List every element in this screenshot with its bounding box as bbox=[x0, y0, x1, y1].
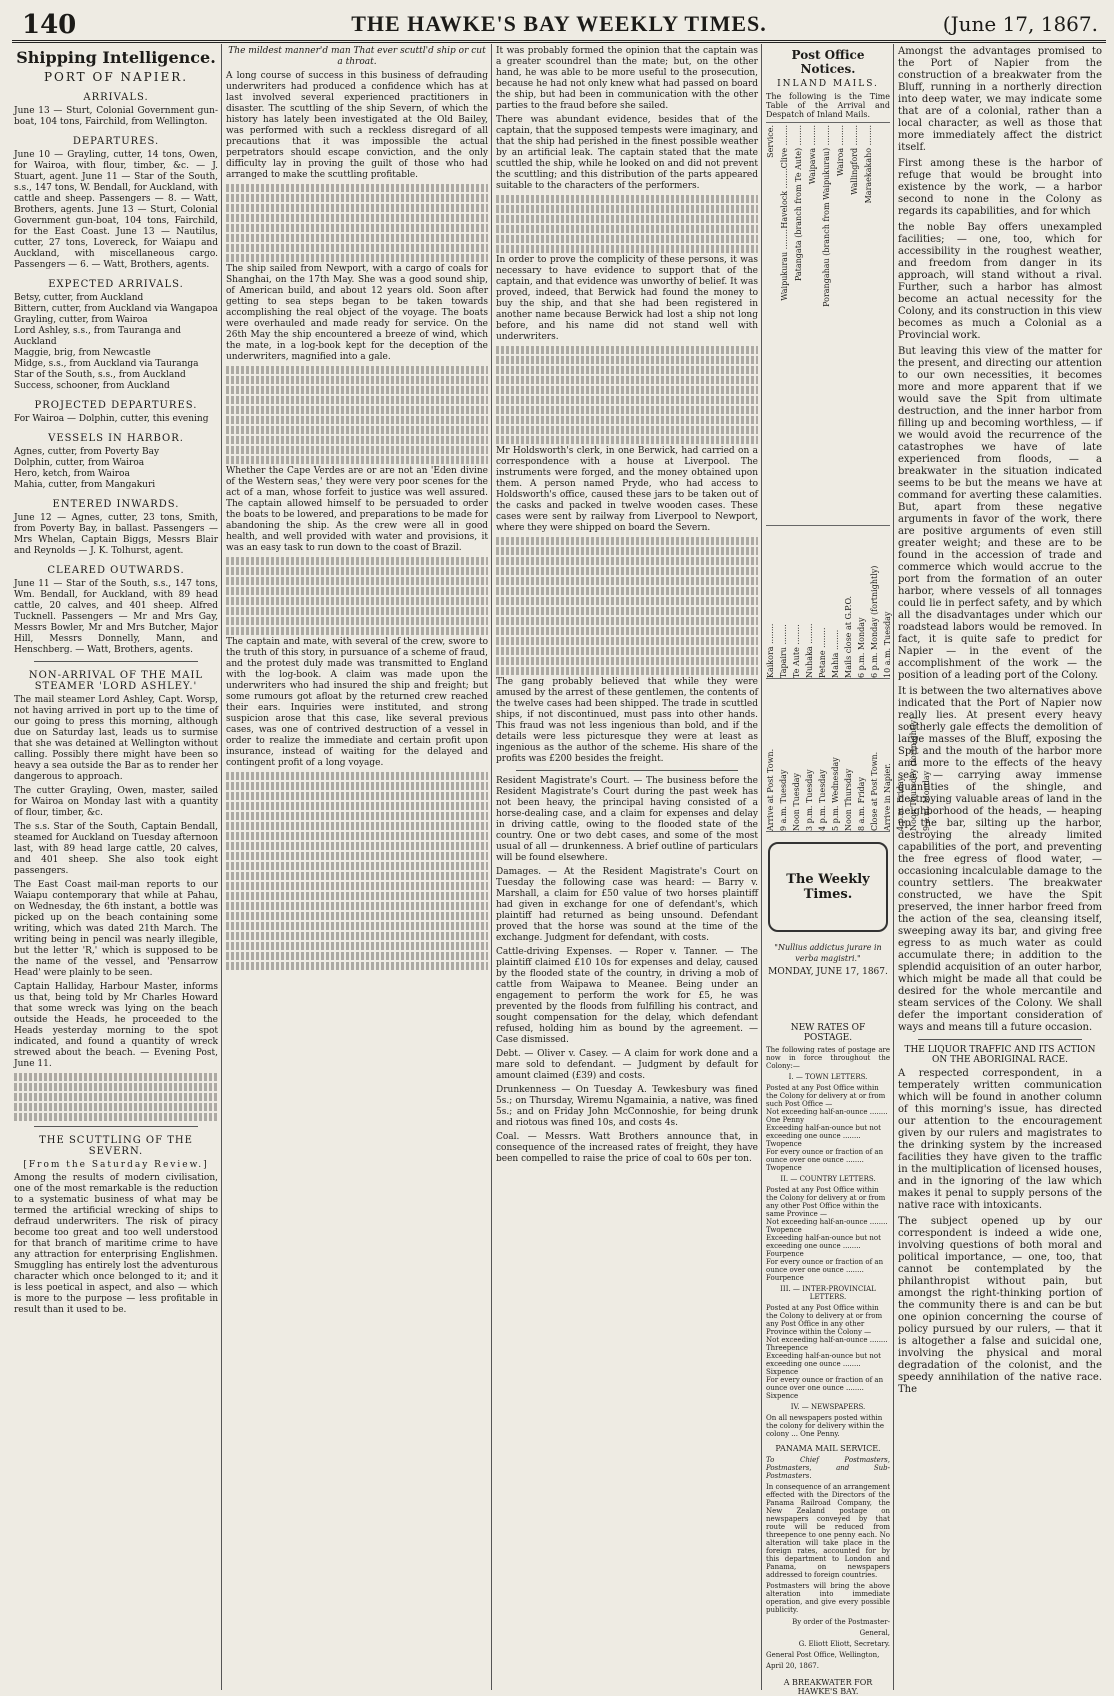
text-line bbox=[226, 587, 488, 595]
text-line bbox=[226, 557, 488, 565]
arrivals-text: June 13 — Sturt, Colonial Government gun-boat, 104 tons, Fairchild, from Wellington. bbox=[14, 106, 218, 127]
column-header: Arrive at Post Town. bbox=[766, 748, 775, 831]
column-severn bbox=[226, 46, 488, 1686]
text-line bbox=[496, 426, 758, 434]
text-line bbox=[226, 627, 488, 635]
court-paragraph: Damages. — At the Resident Magistrate's Court on Tuesday the following case was heard: — Barry v. Marshall, a claim for £50 value of two horses plaintiff had given in exchange for one of defendant's, which plaintiff had returned as being unsound. Defendant proved that the horse was sound at the time of the exchange. Judgment for defendant, with costs. bbox=[496, 867, 758, 943]
service-name: Patangata (branch from Te Aute) ........ bbox=[794, 125, 803, 282]
text-line bbox=[496, 547, 758, 555]
text-line bbox=[226, 802, 488, 810]
post-heading: Post Office Notices. bbox=[791, 48, 865, 76]
rate-line: Exceeding half-an-ounce but not exceeding one ounce ........ Twopence bbox=[766, 1124, 881, 1148]
text-line bbox=[496, 416, 758, 424]
nonarrival-heading: NON-ARRIVAL OF THE MAIL STEAMER 'LORD ASHLEY.' bbox=[28, 670, 204, 692]
weekly-times-seal bbox=[768, 842, 888, 932]
text-line bbox=[226, 952, 488, 960]
text-line bbox=[226, 254, 488, 262]
rates-heading: NEW RATES OF POSTAGE. bbox=[790, 1023, 866, 1043]
text-line bbox=[226, 436, 488, 444]
inwards-heading: ENTERED INWARDS. bbox=[52, 499, 180, 510]
list-item: Grayling, cutter, from Wairoa bbox=[14, 315, 148, 325]
text-line bbox=[496, 406, 758, 414]
article-paragraph: There was abundant evidence, besides that of the captain, that the supposed tempests were imaginary, and that the ship had perished in the finest possible weather by an artificial leak. The captain stated that the mate scuttled the ship, while he looked on and did not prevent the scuttling; and this distribution of the parts appeared suitable to the characters of the performers. bbox=[496, 115, 758, 191]
text-line bbox=[226, 902, 488, 910]
text-line bbox=[496, 637, 758, 645]
rate-line: Not exceeding half-an-ounce ........ Threepence bbox=[766, 1336, 888, 1352]
text-line bbox=[226, 224, 488, 232]
article-paragraph: A long course of success in this business of defrauding underwriters had produced a confidence which has at last involved several experienced practitioners in disaster. The scuttling of the ship Severn, of which the history has lately been investigated at the Old Bailey, was performed with such a reckless disregard of all precautions that it was impossible the actual perpetrators should escape conviction, and the only difficulty lay in proving the guilt of those who had arranged to make the scuttling profitable. bbox=[226, 71, 488, 180]
panama-heading: PANAMA MAIL SERVICE. bbox=[775, 1444, 881, 1453]
newspaper-title: THE HAWKE'S BAY WEEKLY TIMES. bbox=[351, 11, 767, 36]
seal-title: The Weekly Times. bbox=[786, 872, 870, 902]
service-name: Kaikora ........ bbox=[766, 623, 775, 678]
text-line bbox=[226, 772, 488, 780]
column-severn-continued bbox=[496, 46, 758, 1686]
arrive-time: Noon Tuesday bbox=[792, 772, 801, 831]
liquor-paragraph: The subject opened up by our correspondent is indeed a wide one, involving questions of both moral and political importance, — one, too, that cannot be contemplated by the philanthropist without pain, but amongst the right-thinking portion of the community there is and can be but one opinion concerning the course of policy pursued by our rulers, — that it is altogether a false and suicidal one, involving the physical and moral degradation of the colonist, and the speedy annihilation of the native race. The bbox=[898, 1216, 1102, 1395]
list-item: Lord Ashley, s.s., from Tauranga and Auckland bbox=[14, 326, 182, 347]
arrive-time: 8 a.m. Friday bbox=[857, 777, 866, 831]
projected-heading: PROJECTED DEPARTURES. bbox=[34, 400, 198, 411]
page-number: 140 bbox=[22, 10, 77, 40]
leader-paragraph: Amongst the advantages promised to the Port of Napier from the construction of a breakwater from the Bluff, running in a northerly direction into deep water, we may indicate some that are of a colonial, rather than a local character, as well as those that more immediately affect the district itself. bbox=[898, 46, 1102, 153]
rate-line: For every ounce or fraction of an ounce over one ounce ........ Fourpence bbox=[766, 1258, 884, 1282]
text-line bbox=[226, 942, 488, 950]
napier-arrival: 9 a.m. Monday bbox=[922, 770, 931, 831]
text-line bbox=[226, 376, 488, 384]
text-line bbox=[226, 882, 488, 890]
text-line bbox=[496, 386, 758, 394]
rate-line: Posted at any Post Office within the Colony for delivery at or from such Post Office — bbox=[766, 1084, 886, 1108]
text-line bbox=[226, 812, 488, 820]
rate-line: Exceeding half-an-ounce but not exceeding one ounce ........ Fourpence bbox=[766, 1234, 881, 1258]
divider bbox=[34, 661, 198, 662]
article-paragraph: The captain and mate, with several of the crew, swore to the truth of this story, in pursuance of a scheme of fraud, and the protest duly made was transmitted to England with the log-book. A claim was made upon the underwriters who had insured the ship and freight; but some rumours got afloat by the returned crew reached their ears. Inquiries were instituted, and strong suspicion arose that this case, like several previous cases, was one of contrived destruction of a vessel in order to realize the immediate and certain profit upon insurance, instead of waiting for the delayed and contingent profit of a long voyage. bbox=[226, 637, 488, 768]
service-name: Clive ........ bbox=[780, 125, 789, 169]
napier-arrival: Noon Thursday (fortnightly) bbox=[909, 716, 918, 831]
text-line bbox=[14, 1093, 218, 1101]
text-line bbox=[226, 962, 488, 970]
text-line bbox=[226, 577, 488, 585]
close-time: 6 p.m. Monday bbox=[857, 617, 866, 678]
text-line bbox=[14, 1073, 218, 1081]
rate-line: For every ounce or fraction of an ounce over one ounce ........ Sixpence bbox=[766, 1376, 884, 1400]
list-item: Success, schooner, from Auckland bbox=[14, 381, 170, 391]
text-line bbox=[496, 647, 758, 655]
article-paragraph: Among the results of modern civilisation, one of the most remarkable is the reduction to a systematic business of what may be termed the artificial wrecking of ships to defraud underwriters. The risk of piracy become too great and too well understood for that branch of maritime crime to have any attraction for enterprising Englishmen. Smuggling has entirely lost the adventurous character which once belonged to it; and it is less poetical in aspect, and also — which is more to the purpose — less profitable in result than it used to be. bbox=[14, 1173, 218, 1315]
text-line bbox=[226, 922, 488, 930]
text-line bbox=[496, 617, 758, 625]
text-line bbox=[496, 225, 758, 233]
text-line bbox=[226, 892, 488, 900]
issue-date: (June 17, 1867. bbox=[942, 12, 1098, 36]
text-line bbox=[496, 245, 758, 253]
article-paragraph: The gang probably believed that while they were amused by the arrest of these gentlemen, the contents of the twelve cases had been shipped. The trade in scuttled ships, if not discontinued, must pass into other hands. This fraud was not less ingenious than bold, and if the details were less picturesque they were at least as ingenious as the author of the scheme. His share of the profits was £200 besides the freight. bbox=[496, 677, 758, 764]
leader-paragraph: First among these is the harbor of refuge that would be brought into existence by the work, — a harbor second to none in the Colony as regards its capabilities, and for which bbox=[898, 158, 1102, 217]
mail-timetable-arrivals bbox=[766, 679, 931, 832]
court-paragraph: Debt. — Oliver v. Casey. — A claim for work done and a mare sold to defendant. — Judgment by default for amount claimed (£39) and costs. bbox=[496, 1049, 758, 1081]
service-name: Wallingford ........ bbox=[850, 125, 859, 195]
text-line bbox=[226, 617, 488, 625]
text-line bbox=[14, 1103, 218, 1111]
text-line bbox=[226, 456, 488, 464]
text-line bbox=[496, 537, 758, 545]
column-header: Arrive in Napier. bbox=[883, 763, 892, 831]
panama-paragraph: In consequence of an arrangement effected with the Directors of the Panama Railroad Company, the New Zealand postage on newspapers conveyed by that route will be reduced from threepence to one penny each. No alteration will take place in the foreign rates, accounted for by this department to London and Panama, on newspapers addressed to foreign countries. bbox=[766, 1483, 891, 1579]
text-line bbox=[496, 667, 758, 675]
leader-paragraph: It is between the two alternatives above indicated that the Port of Napier now really lies. At present every heavy southerly gale effects the demolition of large masses of the Bluff, exposing the Spit and the mouth of the harbor more and more to the effects of the heavy sea, — carrying away immense quantities of the shingle, and destroying valuable areas of land in the neighborhood of the heads, — heaping up the bar, silting up the harbor, destroying the already limited capabilities of the port, and preventing the free egress of flood water, — occasioning incalculable damage to the country settlers. The breakwater constructed, we have the Spit preserved, the inner harbor freed from the action of the sea, cleansing itself, sweeping away its bar, and giving free egress to as much water as could accumulate there; in addition to the splendid acquisition of an outer harbor, which might be made all that could be desired for the whole mercantile and steam services of the Colony. We shall defer the important consideration of ways and means till a future occasion. bbox=[898, 686, 1102, 1033]
list-item: Maggie, brig, from Newcastle bbox=[14, 348, 151, 358]
rate-line: Posted at any Post Office within the Colony to delivery at or from any Post Office in any other Province within the Colony — bbox=[766, 1304, 883, 1336]
napier-arrival: 4 p.m. Friday bbox=[896, 776, 905, 831]
article-paragraph: The cutter Grayling, Owen, master, sailed for Wairoa on Monday last with a quantity of flour, timber, &c. bbox=[14, 786, 218, 818]
column-header: Mails close at G.P.O. bbox=[844, 595, 853, 678]
panama-to: To Chief Postmasters, Postmasters, and Sub-Postmasters. bbox=[766, 1456, 890, 1480]
text-line bbox=[226, 214, 488, 222]
inland-subheading: The following is the Time Table of the Arrival and Despatch of Inland Mails. bbox=[766, 92, 890, 119]
list-item: Agnes, cutter, from Poverty Bay bbox=[14, 447, 160, 457]
outwards-text: June 11 — Star of the South, s.s., 147 tons, Wm. Bendall, for Auckland, with 89 head cattle, 20 calves, and 401 sheep. Alfred Tucknell. Passengers — Mr and Mrs Gay, Messrs Bowler, Mr and Mrs Butcher, Major Hill, Messrs Donnelly, Mann, and Henschberg. — Watt, Brothers, agents. bbox=[14, 579, 218, 655]
column-rule bbox=[893, 44, 894, 1690]
text-line bbox=[226, 822, 488, 830]
service-name: Waipawa ........ bbox=[808, 125, 817, 185]
service-name: Wairoa ........ bbox=[836, 125, 845, 177]
article-paragraph: The ship sailed from Newport, with a cargo of coals for Shanghai, on the 17th May. She was a good sound ship, of American build, and about 12 years old. Soon after getting to sea steps began to be taken towards accomplishing the real object of the voyage. The boats were overhauled and made ready for service. On the 26th May the ship encountered a breeze of wind, which the mate, in a log-book kept for the deception of the underwriters, magnified into a gale. bbox=[226, 264, 488, 362]
text-line bbox=[496, 577, 758, 585]
rate-line: Posted at any Post Office within the Colony for delivery at or from any other Post Office within the same Province — bbox=[766, 1186, 886, 1218]
close-time: 6 p.m. Monday (fortnightly) bbox=[870, 565, 879, 678]
column-rule bbox=[221, 44, 222, 1690]
expected-heading: EXPECTED ARRIVALS. bbox=[48, 279, 184, 290]
text-line bbox=[496, 366, 758, 374]
text-line bbox=[14, 1083, 218, 1091]
town-heading: I. — TOWN LETTERS. bbox=[788, 1073, 868, 1081]
column-rule bbox=[761, 44, 762, 1690]
column-postage-rates bbox=[766, 1020, 891, 1696]
column-header: Service. bbox=[766, 125, 775, 158]
harbor-heading: VESSELS IN HARBOR. bbox=[48, 433, 184, 444]
arrive-time: Noon Thursday bbox=[844, 768, 853, 831]
inland-heading: INLAND MAILS. bbox=[777, 79, 879, 89]
news-heading: IV. — NEWSPAPERS. bbox=[790, 1403, 866, 1411]
departures-heading: DEPARTURES. bbox=[72, 136, 160, 147]
article-paragraph: Whether the Cape Verdes are or are not an 'Eden divine of the Western seas,' they were very poor scenes for the act of a man, whose forfeit to justice was well assured. The captain allowed himself to be persuaded to order the boats to be lowered, and preparations to be made for abandoning the ship. As the crew were all in good health, and well provided with water and provisions, it was an easy task to run down to the coast of Brazil. bbox=[226, 466, 488, 553]
arrive-time: 9 a.m. Tuesday bbox=[779, 769, 788, 831]
text-line bbox=[496, 376, 758, 384]
rates-intro: The following rates of postage are now in force throughout the Colony:— bbox=[766, 1046, 890, 1070]
text-line bbox=[226, 426, 488, 434]
text-line bbox=[496, 587, 758, 595]
rate-line: Not exceeding half-an-ounce ........ Twopence bbox=[766, 1218, 888, 1234]
masthead bbox=[12, 6, 1106, 43]
text-line bbox=[226, 406, 488, 414]
text-line bbox=[226, 832, 488, 840]
service-name: Havelock ........ bbox=[780, 168, 789, 229]
list-item: Dolphin, cutter, from Wairoa bbox=[14, 458, 145, 468]
service-name: Waipukurau ........ bbox=[780, 228, 789, 301]
leader-paragraph: the noble Bay offers unexampled facilities; — one, too, which for accessibility in the roughest weather, and freedom from danger in its approach, will stand without a rival. Further, such a harbor has almost become an actual necessity for the Colony, and its construction in this view becomes as much a Colonial as a Provincial work. bbox=[898, 222, 1102, 341]
text-line bbox=[496, 205, 758, 213]
text-line bbox=[226, 416, 488, 424]
rate-line: On all newspapers posted within the colony for delivery within the colony ... One Penny. bbox=[766, 1414, 885, 1438]
article-paragraph: The mail steamer Lord Ashley, Capt. Worsp, not having arrived in port up to the time of our going to press this morning, although due on Saturday last, leads us to surmise that she was detained at Wellington without calling. Possibly there might have been so heavy a sea outside the Bar as to render her dangerous to approach. bbox=[14, 695, 218, 782]
list-item: Bittern, cutter, from Auckland via Wangapoa bbox=[14, 304, 218, 314]
article-paragraph: It was probably formed the opinion that the captain was a greater scoundrel than the mate; but, on the other hand, he was able to be more useful to the prosecution, because he had not only knew what had passed on board the ship, but had been in communication with the other parties to the fraud before she sailed. bbox=[496, 46, 758, 111]
service-name: Petane ........ bbox=[818, 627, 827, 678]
text-line bbox=[496, 396, 758, 404]
text-line bbox=[226, 872, 488, 880]
port-heading: PORT OF NAPIER. bbox=[43, 70, 189, 84]
liquor-heading: THE LIQUOR TRAFFIC AND ITS ACTION ON THE ABORIGINAL RACE. bbox=[904, 1045, 1096, 1065]
mail-timetable-cont bbox=[766, 526, 890, 679]
text-line bbox=[496, 436, 758, 444]
text-line bbox=[14, 1113, 218, 1121]
projected-text: For Wairoa — Dolphin, cutter, this evening bbox=[14, 414, 209, 424]
column-rule bbox=[491, 44, 492, 1690]
text-line bbox=[226, 862, 488, 870]
text-line bbox=[226, 234, 488, 242]
text-line bbox=[226, 792, 488, 800]
text-line bbox=[226, 782, 488, 790]
text-line bbox=[496, 235, 758, 243]
outwards-heading: CLEARED OUTWARDS. bbox=[47, 565, 185, 576]
text-line bbox=[496, 657, 758, 665]
text-line bbox=[226, 912, 488, 920]
article-paragraph: The mildest manner'd man That ever scuttl'd ship or cut a throat. bbox=[228, 46, 486, 67]
divider bbox=[516, 770, 738, 771]
arrive-time: 3 p.m. Tuesday bbox=[805, 769, 814, 831]
motto: "Nullius addictus jurare in verba magistri." bbox=[774, 943, 882, 963]
text-line bbox=[226, 842, 488, 850]
panama-paragraph: Postmasters will bring the above alteration into immediate operation, and give every possible publicity. bbox=[766, 1582, 890, 1614]
text-line bbox=[496, 215, 758, 223]
article-paragraph: Captain Halliday, Harbour Master, informs us that, being told by Mr Charles Howard that some wreck was lying on the beach outside the Heads, he proceeded to the Heads yesterday morning to the spot indicated, and found a quantity of wreck strewed about the beach. — Evening Post, June 11. bbox=[14, 982, 218, 1069]
text-line bbox=[226, 366, 488, 374]
text-line bbox=[496, 607, 758, 615]
country-heading: II. — COUNTRY LETTERS. bbox=[780, 1175, 876, 1183]
article-paragraph: The s.s. Star of the South, Captain Bendall, steamed for Auckland on Tuesday afternoon last, with 89 head large cattle, 20 calves, and 401 sheep. She also took eight passengers. bbox=[14, 822, 218, 876]
text-line bbox=[226, 396, 488, 404]
court-paragraph: Drunkenness — On Tuesday A. Tewkesbury was fined 5s.; on Thursday, Wiremu Ngamainia, a native, was fined 5s.; and on Friday John McConnoshie, for being drunk and riotous was fined 10s, and costs 4s. bbox=[496, 1085, 758, 1128]
text-line bbox=[226, 194, 488, 202]
column-shipping bbox=[14, 46, 218, 1686]
service-name: Maraekakaho ........ bbox=[864, 125, 873, 204]
column-leader bbox=[898, 46, 1102, 1686]
divider bbox=[918, 1039, 1082, 1040]
arrive-time: 5 p.m. Wednesday bbox=[831, 757, 840, 831]
text-line bbox=[496, 567, 758, 575]
text-line bbox=[226, 386, 488, 394]
rate-line: For every ounce or fraction of an ounce over one ounce ........ Twopence bbox=[766, 1148, 884, 1172]
panama-from: General Post Office, Wellington, April 20, 1867. bbox=[766, 1651, 880, 1670]
service-name: Te Aute ........ bbox=[792, 624, 801, 678]
liquor-paragraph: A respected correspondent, in a temperately written communication which will be found in another column of this morning's issue, has directed our attention to the encouragement given by our rulers and magistrates to the drinking system by the increased facilities they have given to the traffic in the multiplication of licensed houses, and in the ignoring of the law which makes it penal to supply persons of the native race with intoxicants. bbox=[898, 1068, 1102, 1211]
court-paragraph: Coal. — Messrs. Watt Brothers announce that, in consequence of the increased rates of freight, they have been compelled to raise the price of coal to 60s per ton. bbox=[496, 1132, 758, 1164]
list-item: Midge, s.s., from Auckland via Tauranga bbox=[14, 359, 199, 369]
mail-timetable bbox=[766, 122, 890, 526]
close-time: 10 a.m. Tuesday bbox=[883, 611, 892, 678]
service-name: Tapairu ........ bbox=[779, 624, 788, 678]
list-item: Hero, ketch, from Wairoa bbox=[14, 469, 130, 479]
text-line bbox=[226, 607, 488, 615]
service-name: Porangahau (branch from Waipukurau) ........ bbox=[822, 125, 831, 307]
article-paragraph: The East Coast mail-man reports to our Waiapu contemporary that while at Pahau, on Wednesday, the 6th instant, a bottle was picked up on the beach containing some writing, which was dated 21th March. The writing being in pencil was nearly illegible, but the letter 'R,' which is supposed to be the name of the vessel, and 'Pensarrow Head' were plainly to be seen. bbox=[14, 880, 218, 978]
text-line bbox=[226, 446, 488, 454]
text-line bbox=[496, 346, 758, 354]
inter-heading: III. — INTER-PROVINCIAL LETTERS. bbox=[780, 1285, 876, 1301]
severn-heading: THE SCUTTLING OF THE SEVERN. bbox=[39, 1135, 193, 1157]
list-item: Mahia, cutter, from Mangakuri bbox=[14, 480, 156, 490]
rate-line: Exceeding half-an-ounce but not exceeding one ounce ........ Sixpence bbox=[766, 1352, 881, 1376]
text-line bbox=[226, 244, 488, 252]
court-paragraph: Resident Magistrate's Court. — The business before the Resident Magistrate's Court during the past week has not been heavy, the principal having consisted of a horse-dealing case, and a claim for expenses and delay in driving cattle, owing to the flooded state of the country. One or two debt cases, and some of the most usual of all — drunkenness. A brief outline of particulars will be found elsewhere. bbox=[496, 776, 758, 863]
list-item: Star of the South, s.s., from Auckland bbox=[14, 370, 186, 380]
text-line bbox=[496, 557, 758, 565]
article-paragraph: In order to prove the complicity of these persons, it was necessary to have evidence to support that of the captain, and that evidence was unworthy of belief. It was proved, indeed, that Berwick had found the money to buy the ship, and that she had been registered in another name because Berwick had lost a ship not long before, and his name did not stand well with underwriters. bbox=[496, 255, 758, 342]
inwards-text: June 12 — Agnes, cutter, 23 tons, Smith, from Poverty Bay, in ballast. Passengers — Mrs Whelan, Captain Biggs, Messrs Blair and Reynolds — J. K. Tolhurst, agent. bbox=[14, 513, 218, 556]
leader-date: MONDAY, JUNE 17, 1867. bbox=[768, 967, 888, 977]
divider bbox=[34, 1126, 198, 1127]
text-line bbox=[496, 627, 758, 635]
court-paragraph: Cattle-driving Expenses. — Roper v. Tanner. — The plaintiff claimed £10 10s for expenses and delay, caused by the flooded state of the country, in driving a mob of cattle from Waipawa to Meanee. Being under an engagement to perform the work for £5, he was prevented by the floods from fulfilling his contract, and sought compensation for the delay, which defendant refused, holding him as bound by the agreement. — Case dismissed. bbox=[496, 947, 758, 1045]
text-line bbox=[496, 195, 758, 203]
leader-title: A BREAKWATER FOR HAWKE'S BAY. bbox=[783, 1678, 873, 1696]
column-header: Close at Post Town. bbox=[870, 751, 879, 831]
text-line bbox=[226, 932, 488, 940]
leader-paragraph: But leaving this view of the matter for the present, and directing our attention to our own necessities, it becomes more and more apparent that if we would save the Spit from ultimate destruction, and the inner harbor from filling up and becoming worthless, — if we would avoid the recurrence of the catastrophes we have of late experienced from floods, — a breakwater in the situation indicated seems to be but the means we have at command for averting these calamities. But, apart from these negative arguments in favor of the work, there are positive arguments of even still greater weight; and these are to be found in the accession of trade and commerce which would accrue to the port from the formation of an outer harbor, where vessels of all tonnages could lie in perfect safety, and by which all the disadvantages under which our roadstead labors would be removed. In fact, it is quite safe to predict for Napier — in the event of the accomplishment of the work — the position of a leading port of the Colony. bbox=[898, 346, 1102, 681]
text-line bbox=[226, 852, 488, 860]
shipping-heading: Shipping Intelligence. bbox=[16, 48, 216, 67]
severn-source: [From the Saturday Review.] bbox=[23, 1160, 209, 1170]
text-line bbox=[496, 597, 758, 605]
article-paragraph: Mr Holdsworth's clerk, in one Berwick, had carried on a correspondence with a house at Liverpool. The instruments were forged, and the money obtained upon them. A person named Pryde, who had access to Holdsworth's office, caused these jars to be taken out of the casks and packed in twelve wooden cases. These cases were sent by railway from Liverpool to Newport, where they were shipped on board the Severn. bbox=[496, 446, 758, 533]
arrive-time: 4 p.m. Tuesday bbox=[818, 769, 827, 831]
text-line bbox=[226, 184, 488, 192]
rate-line: Not exceeding half-an-ounce ........ One Penny bbox=[766, 1108, 888, 1124]
panama-sign: G. Eliott Eliott, Secretary. bbox=[798, 1640, 890, 1648]
service-name: Nuhaka ........ bbox=[805, 623, 814, 678]
list-item: Betsy, cutter, from Auckland bbox=[14, 293, 144, 303]
arrivals-heading: ARRIVALS. bbox=[83, 92, 149, 103]
text-line bbox=[226, 597, 488, 605]
text-line bbox=[226, 204, 488, 212]
service-name: Mahia ........ bbox=[831, 629, 840, 678]
text-line bbox=[226, 567, 488, 575]
text-line bbox=[496, 356, 758, 364]
departures-text: June 10 — Grayling, cutter, 14 tons, Owen, for Wairoa, with flour, timber, &c. — J. Stuart, agent. June 11 — Star of the South, s.s., 147 tons, W. Bendall, for Auckland, with cattle and sheep. Passengers — 8. — Watt, Brothers, agents. June 13 — Sturt, Colonial Government gun-boat, 104 tons, Fairchild, for the East Coast. June 13 — Nautilus, cutter, 27 tons, Lovereck, for Waiapu and Auckland, with miscellaneous cargo. Passengers — 6. — Watt, Brothers, agents. bbox=[14, 150, 218, 270]
panama-order: By order of the Postmaster-General, bbox=[792, 1618, 890, 1637]
